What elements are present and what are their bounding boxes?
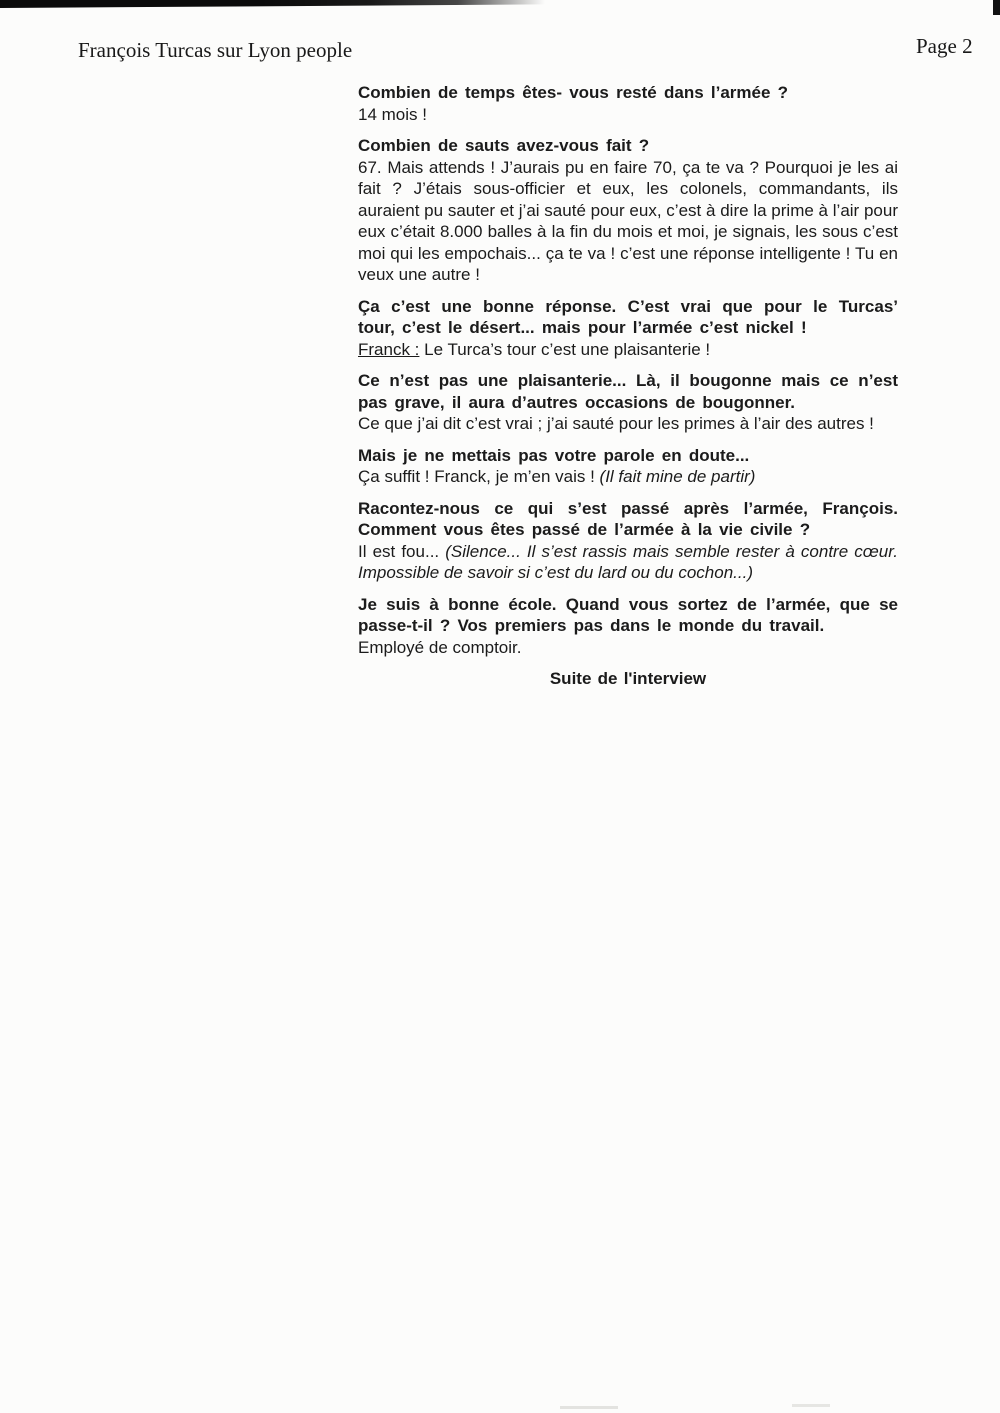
qa-block (358, 135, 898, 286)
interviewer-question: Racontez-nous ce qui s’est passé après l’armée, François. Comment vous êtes passé de l’armée à la vie civile ? (358, 498, 898, 539)
interviewee-answer: Employé de comptoir. (358, 637, 522, 657)
interviewee-answer: 67. Mais attends ! J’aurais pu en faire 70, ça te va ? Pourquoi je les ai fait ? J’étais sous-officier et eux, les colonels, commandants, ils auraient pu sauter et j’ai sauté pour eux, c’est à dire la prime à l’air pour eux c’était 8.000 balles à la fin du mois et moi, je signais, les sous c’est moi qui les empochais... ça te va ! c’est une réponse intelligente ! Tu en veux une autre ! (358, 157, 898, 284)
interviewee-answer (358, 541, 898, 584)
scan-artifact-speck (560, 1406, 618, 1409)
interviewer-question: Combien de sauts avez-vous fait ? (358, 136, 650, 155)
interviewee-answer: Ce que j’ai dit c’est vrai ; j’ai sauté pour les primes à l’air des autres ! (358, 414, 874, 433)
interviewer-question: Ce n’est pas une plaisanterie... Là, il bougonne mais ce n’est pas grave, il aura d’autres occasions de bougonner. (358, 371, 898, 412)
interview-text-column (358, 82, 898, 690)
answer-text: Le Turca’s tour c’est une plaisanterie ! (419, 339, 711, 359)
interviewee-answer (358, 466, 898, 488)
qa-block (358, 594, 898, 659)
qa-block (358, 445, 898, 488)
document-title: François Turcas sur Lyon people (78, 38, 353, 62)
qa-block (358, 370, 898, 435)
qa-block (358, 498, 898, 584)
answer-text: Ça suffit ! Franck, je m’en vais ! (358, 467, 600, 486)
interviewee-answer: 14 mois ! (358, 104, 427, 124)
interviewee-answer (358, 339, 898, 361)
interviewer-question: Mais je ne mettais pas votre parole en doute... (358, 445, 750, 465)
page-number: Page 2 (916, 34, 973, 58)
interviewer-question: Combien de temps êtes- vous resté dans l’armée ? (358, 83, 789, 102)
interviewer-question: Ça c’est une bonne réponse. C’est vrai que pour le Turcas’ tour, c’est le désert... mais pour l’armée c’est nickel ! (358, 296, 898, 337)
scan-artifact-speck (792, 1404, 830, 1407)
scan-artifact-top-bar (0, 0, 545, 8)
speaker-name: Franck : (358, 339, 420, 359)
scan-artifact-corner-mark (993, 0, 1000, 15)
qa-block (358, 82, 898, 125)
answer-text: Il est fou... (358, 541, 446, 561)
qa-block (358, 296, 898, 361)
stage-direction: (Silence... Il s’est rassis mais semble rester à contre cœur. Impossible de savoir si c’est du lard ou du cochon...) (358, 541, 898, 582)
interviewer-question: Je suis à bonne école. Quand vous sortez de l’armée, que se passe-t-il ? Vos premiers pas dans le monde du travail. (358, 594, 898, 635)
stage-direction: (Il fait mine de partir) (599, 467, 756, 486)
interview-continuation-label: Suite de l'interview (549, 669, 707, 688)
